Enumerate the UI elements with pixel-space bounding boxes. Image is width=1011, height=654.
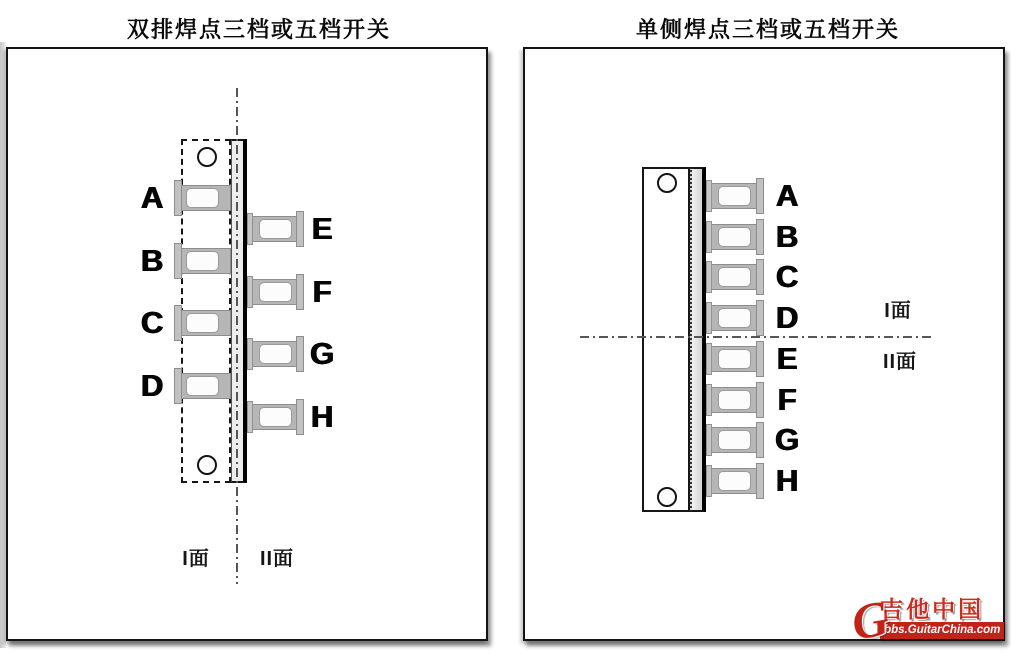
switch-body-strip	[690, 167, 706, 512]
terminal-label-d: D	[775, 300, 799, 335]
mounting-hole-icon	[197, 455, 217, 475]
solder-lug-f	[247, 279, 302, 305]
side-two-label: II面	[882, 351, 918, 373]
mounting-hole-icon	[657, 173, 677, 193]
solder-lug-d	[706, 305, 762, 331]
terminal-label-h: H	[310, 399, 334, 434]
solder-lug-g	[247, 341, 302, 367]
right-diagram-panel	[523, 47, 1005, 641]
solder-lug-e	[706, 346, 762, 372]
center-axis-line	[580, 336, 932, 338]
guitarchina-logo-icon: G	[847, 589, 893, 651]
watermark-site-name: 吉他中国	[880, 596, 985, 622]
solder-lug-b	[706, 224, 762, 250]
watermark	[847, 589, 1004, 651]
terminal-label-b: B	[775, 219, 799, 254]
solder-lug-c	[176, 310, 231, 336]
terminal-label-e: E	[311, 211, 333, 246]
right-diagram-title: 单侧焊点三档或五档开关	[635, 17, 900, 42]
mounting-hole-icon	[197, 147, 217, 167]
mounting-hole-icon	[657, 487, 677, 507]
terminal-label-g: G	[774, 422, 800, 457]
terminal-label-a: A	[775, 178, 799, 213]
side-one-label: I面	[182, 548, 210, 570]
solder-lug-d	[176, 373, 231, 399]
solder-lug-h	[247, 404, 302, 430]
terminal-label-c: C	[775, 259, 799, 294]
solder-lug-a	[706, 183, 762, 209]
solder-lug-c	[706, 264, 762, 290]
terminal-label-h: H	[775, 463, 799, 498]
side-two-label: II面	[259, 548, 295, 570]
terminal-label-f: F	[777, 382, 797, 417]
side-one-label: I面	[884, 300, 912, 322]
terminal-label-f: F	[312, 274, 332, 309]
terminal-label-e: E	[776, 341, 798, 376]
switch-body	[642, 167, 690, 512]
solder-lug-b	[176, 248, 231, 274]
watermark-site-url: bbs.GuitarChina.com	[880, 622, 1004, 639]
solder-lug-e	[247, 216, 302, 242]
terminal-label-d: D	[140, 368, 164, 403]
switch-body-strip	[231, 139, 247, 483]
center-axis-line	[236, 88, 238, 584]
left-diagram-title: 双排焊点三档或五档开关	[126, 17, 391, 42]
solder-lug-g	[706, 427, 762, 453]
solder-lug-f	[706, 387, 762, 413]
solder-lug-a	[176, 185, 231, 211]
left-diagram-panel	[6, 47, 488, 641]
terminal-label-a: A	[140, 180, 164, 215]
solder-lug-h	[706, 468, 762, 494]
terminal-label-b: B	[140, 243, 164, 278]
terminal-label-c: C	[140, 305, 164, 340]
terminal-label-g: G	[309, 336, 335, 371]
